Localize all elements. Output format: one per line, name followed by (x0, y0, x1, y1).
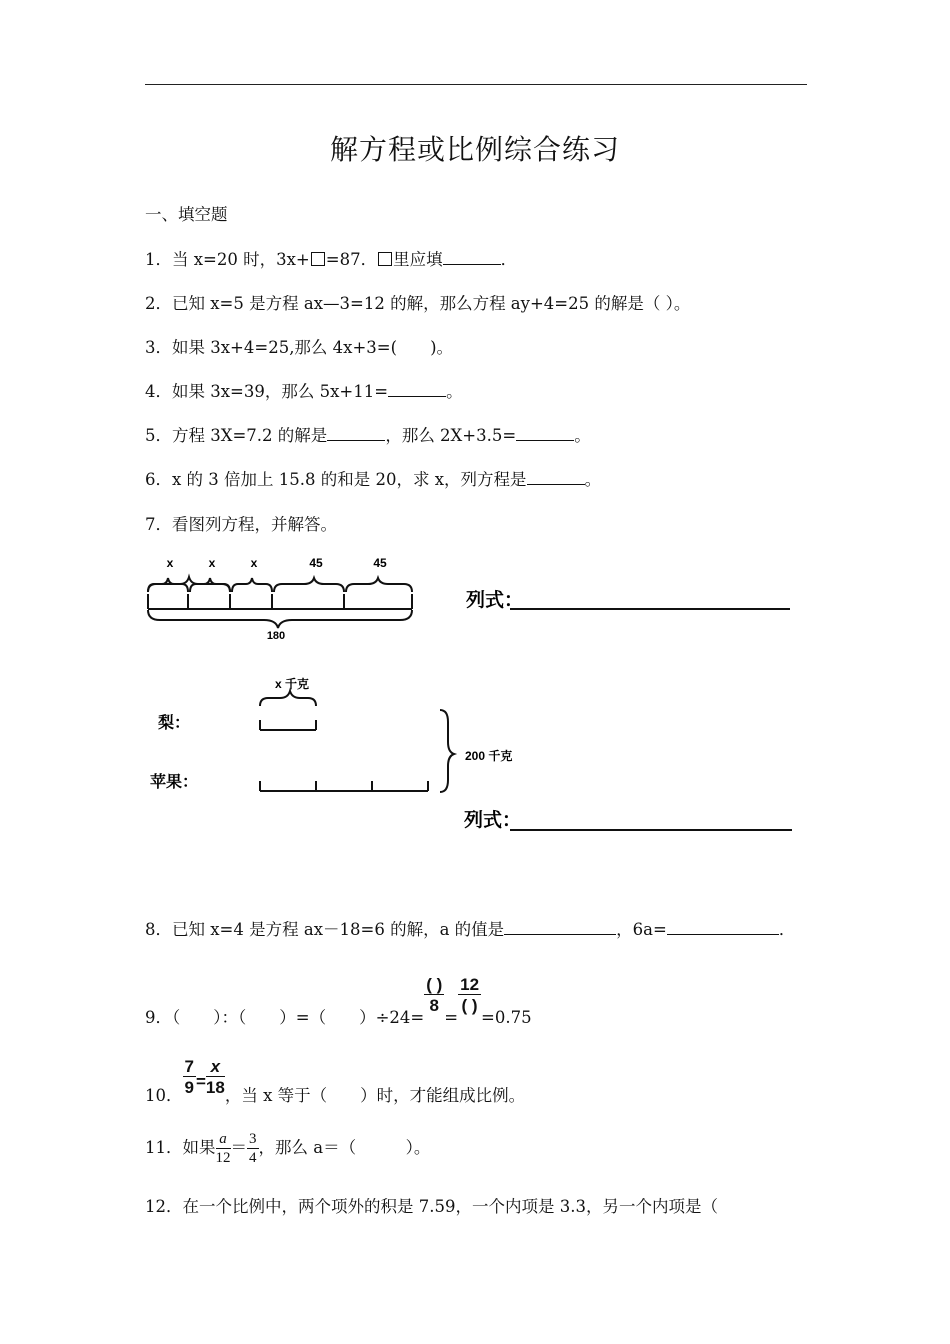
q5-text-b: ，那么 2X+3.5= (385, 426, 517, 445)
answer-blank[interactable] (327, 426, 385, 441)
fraction-numerator: 3 (249, 1130, 257, 1147)
q9-text-b: =0.75 (481, 1008, 532, 1027)
q1-text-d: ． (500, 250, 518, 269)
fraction (183, 1058, 196, 1096)
q10-text-b: ，当 x 等于（ ）时，才能组成比例。 (224, 1086, 526, 1105)
fraction-numerator: x (206, 1058, 225, 1077)
segment-diagram-2 (140, 670, 820, 840)
question-11 (145, 1130, 430, 1166)
q4-text-b: 。 (446, 382, 463, 401)
equals-sign: ＝ (230, 1138, 247, 1157)
answer-blank[interactable] (388, 382, 446, 397)
q11-text-a: 11．如果 (145, 1138, 216, 1157)
segment-diagram-1 (140, 548, 820, 648)
question-1 (145, 248, 517, 272)
fraction (206, 1058, 225, 1096)
answer-blank[interactable] (516, 426, 574, 441)
q8-text-a: 8．已知 x=4 是方程 ax－18=6 的解，a 的值是 (145, 920, 505, 939)
equals-sign: = (195, 1072, 206, 1091)
question-7: 7．看图列方程，并解答。 (145, 515, 337, 534)
q1-text-c: 里应填 (393, 250, 443, 269)
fraction (424, 976, 444, 1014)
q6-text-b: 。 (584, 470, 602, 489)
question-5 (145, 424, 591, 448)
q4-text-a: 4．如果 3x=39，那么 5x+11= (145, 382, 389, 401)
section-heading: 一、填空题 (145, 205, 228, 224)
question-2: 2．已知 x=5 是方程 ax—3=12 的解，那么方程 ay+4=25 的解是（ ）。 (145, 294, 691, 313)
question-6 (145, 468, 601, 492)
answer-blank[interactable] (527, 470, 585, 485)
box-icon (378, 252, 392, 266)
q6-text-a: 6．x 的 3 倍加上 15.8 的和是 20，求 x，列方程是 (145, 470, 527, 489)
q8-text-b: ，6a= (616, 920, 667, 939)
q1-text-b: =87． (325, 250, 378, 269)
page-title: 解方程或比例综合练习 (329, 133, 620, 166)
segment-label: x (208, 556, 216, 570)
total-label: 200 千克 (465, 749, 513, 763)
answer-label: 列式： (464, 810, 522, 831)
fraction-denominator: ( ) (461, 996, 478, 1015)
answer-blank[interactable] (504, 920, 616, 935)
question-8 (145, 918, 795, 942)
unit-label: x 千克 (274, 677, 310, 691)
q5-text-c: 。 (574, 426, 591, 445)
fraction-denominator: 8 (429, 996, 439, 1015)
total-label: 180 (266, 630, 286, 642)
fraction-denominator: 9 (184, 1078, 194, 1097)
question-10 (145, 1058, 525, 1116)
pear-label: 梨： (158, 715, 191, 732)
fraction (458, 976, 481, 1014)
q11-text-b: ，那么 a＝（ ）。 (258, 1138, 431, 1157)
equals-sign: = (444, 1008, 459, 1027)
question-12: 12．在一个比例中，两个项外的积是 7.59，一个内项是 3.3，另一个内项是（ (145, 1197, 718, 1216)
box-icon (311, 252, 325, 266)
q5-text-a: 5．方程 3X=7.2 的解是 (145, 426, 328, 445)
segment-label: 45 (309, 556, 323, 570)
fraction (247, 1132, 259, 1166)
segment-label: x (250, 556, 258, 570)
answer-blank[interactable] (667, 920, 779, 935)
fraction-denominator: 4 (249, 1149, 257, 1166)
question-9 (145, 976, 532, 1038)
apple-label: 苹果： (150, 774, 199, 791)
fraction (216, 1132, 231, 1166)
q8-text-c: ． (778, 920, 796, 939)
question-4 (145, 380, 463, 404)
segment-label: 45 (373, 556, 387, 570)
fraction-numerator: 7 (184, 1057, 194, 1076)
answer-label: 列式： (466, 590, 524, 611)
fraction-numerator: a (216, 1132, 231, 1149)
segment-label: x (166, 556, 174, 570)
answer-blank[interactable] (443, 250, 501, 265)
fraction-numerator: ( ) (426, 975, 443, 994)
top-rule (145, 84, 807, 85)
fraction-numerator: 12 (460, 975, 480, 994)
question-3: 3．如果 3x+4=25,那么 4x+3=( )。 (145, 338, 454, 357)
fraction-denominator: 18 (205, 1078, 225, 1097)
q9-text-a: 9．（ ）：（ ）=（ ）÷24= (145, 1008, 425, 1027)
q1-text-a: 1．当 x=20 时，3x+ (145, 250, 310, 269)
q10-number: 10． (145, 1086, 183, 1105)
fraction-denominator: 12 (215, 1149, 231, 1166)
